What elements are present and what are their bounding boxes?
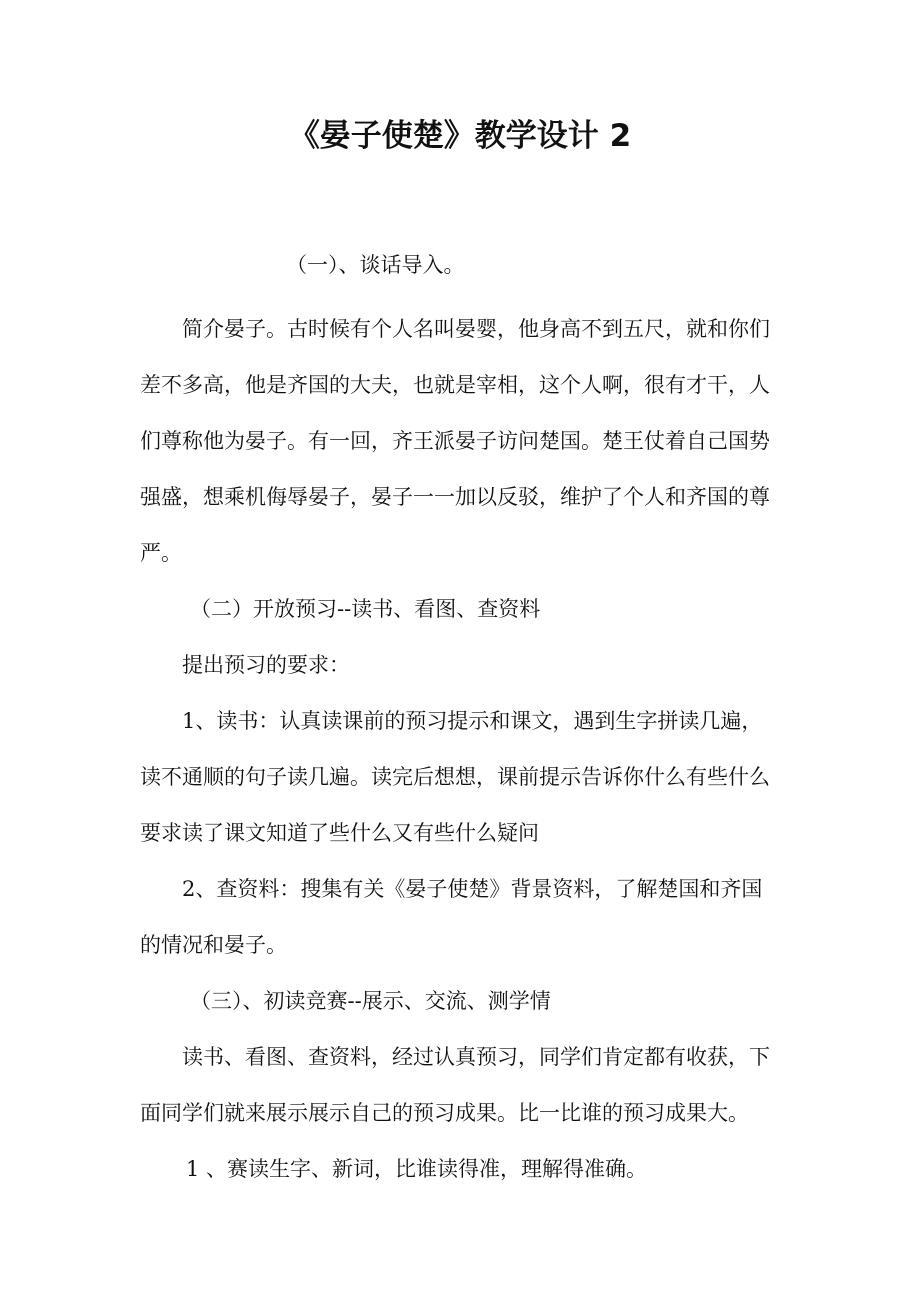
- document-title: 《晏子使楚》教学设计 2: [288, 118, 632, 154]
- section-heading-first-reading: （三）、初读竞赛--展示、交流、测学情: [190, 989, 551, 1013]
- paragraph-first-reading: 读书、看图、查资料，经过认真预习，同学们肯定都有收获，下面同学们就来展示展示自己的预习成果。比一比谁的预习成果大。: [140, 1045, 770, 1125]
- paragraph-intro: 简介晏子。古时候有个人名叫晏婴，他身高不到五尺，就和你们差不多高，他是齐国的大夫，也就是宰相，这个人啊，很有才干，人们尊称他为晏子。有一回，齐王派晏子访问楚国。楚王仗着自己国势强盛，想乘机侮辱晏子，晏子一一加以反驳，维护了个人和齐国的尊严。: [140, 317, 770, 565]
- list-item-research: 2、查资料：搜集有关《晏子使楚》背景资料，了解楚国和齐国的情况和晏子。: [140, 877, 763, 957]
- paragraph-preview-requirements: 提出预习的要求：: [182, 653, 350, 677]
- section-heading-preview: （二）开放预习--读书、看图、查资料: [190, 597, 541, 621]
- list-item-reading: 1、读书：认真读课前的预习提示和课文，遇到生字拼读几遍，读不通顺的句子读几遍。读完后想想，课前提示告诉你什么有些什么要求读了课文知道了些什么又有些什么疑问: [140, 709, 770, 845]
- section-heading-intro: （一）、谈话导入。: [286, 253, 465, 277]
- list-item-vocabulary: 1 、赛读生字、新词，比谁读得准，理解得准确。: [186, 1157, 648, 1181]
- document-body: [140, 245, 782, 1197]
